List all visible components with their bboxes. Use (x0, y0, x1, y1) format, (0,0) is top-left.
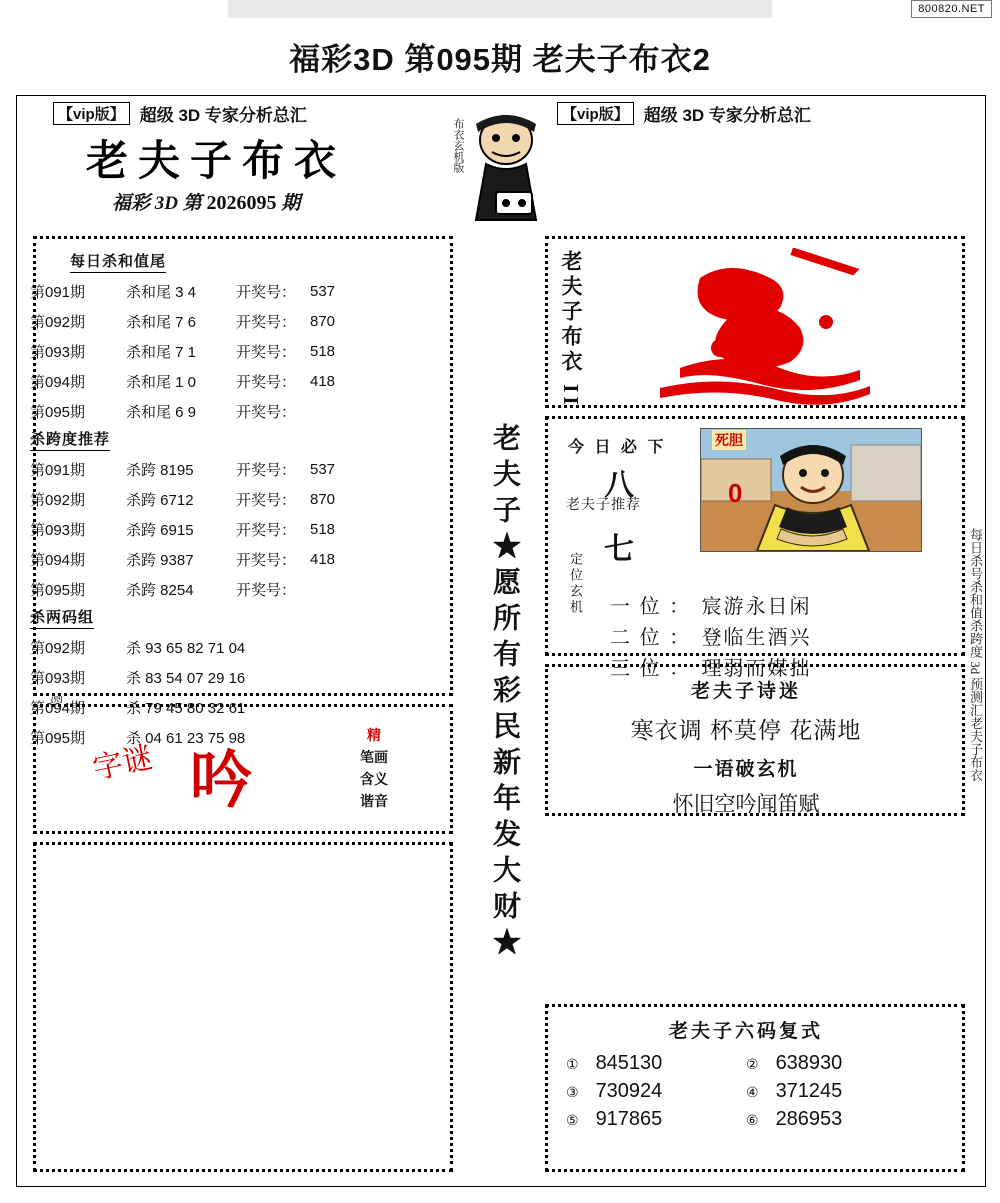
row-kill: 杀跨 6915 (126, 521, 194, 539)
position-text: 理弱而媒拙 (701, 658, 812, 680)
row-kill: 杀跨 6712 (126, 491, 194, 509)
table-row (30, 396, 420, 426)
brand-badge: 800820.NET (911, 0, 992, 18)
six-code-index: ③ (566, 1084, 579, 1100)
table-row (30, 366, 420, 396)
poem-block (548, 676, 944, 818)
section3-title: 杀两码组 (30, 606, 94, 629)
poem-line-3: 怀旧空吟闻笛赋 (672, 793, 820, 816)
position-label: 一 位 ： (610, 596, 692, 618)
row-draw-label: 开奖号： (236, 283, 297, 301)
logo-subtitle (112, 188, 300, 215)
brush-note-line-2: 笔画 (360, 749, 388, 765)
vip-strip-right (557, 98, 811, 128)
left-data-panel (30, 248, 420, 752)
row-kill: 杀 04 61 23 75 98 (126, 729, 246, 747)
table-row (30, 662, 420, 692)
mascot-illustration (452, 110, 548, 230)
right-vertical-title: 老夫子布衣 II (559, 250, 583, 409)
list-item (746, 1108, 926, 1131)
row-draw-label: 开奖号： (236, 551, 297, 569)
row-kill: 杀和尾 1 0 (126, 373, 197, 391)
table-row (30, 514, 420, 544)
row-issue: 第094期 (30, 551, 86, 569)
six-code-value: 638930 (775, 1052, 843, 1074)
section1-title: 每日杀和值尾 (70, 250, 166, 273)
logo-title: 老夫子布衣 (86, 139, 347, 185)
row-issue: 第093期 (30, 521, 86, 539)
six-code-index: ⑥ (746, 1112, 759, 1128)
row-issue: 第092期 (30, 313, 86, 331)
today-number-2: 七 (604, 533, 634, 566)
today-recommend-label: 老夫子推荐 (566, 496, 641, 512)
row-draw-label: 开奖号： (236, 313, 297, 331)
brush-note-line-4: 谐音 (360, 793, 388, 809)
table-row (30, 276, 420, 306)
vip-text-right: 超级 3D 专家分析总汇 (643, 105, 811, 125)
row-kill: 杀和尾 3 4 (126, 283, 197, 301)
six-code-block (548, 1016, 944, 1131)
top-gray-strip (228, 0, 772, 18)
mascot-label: 布衣玄机版 (452, 118, 464, 173)
six-code-value: 730924 (595, 1080, 663, 1102)
row-draw-value: 518 (310, 342, 336, 360)
position-row (610, 623, 812, 654)
row-kill: 杀和尾 7 6 (126, 313, 197, 331)
six-code-index: ② (746, 1056, 759, 1072)
row-kill: 杀跨 8254 (126, 581, 194, 599)
bracket-close-left: 】 (109, 105, 125, 123)
row-issue: 第095期 (30, 581, 86, 599)
row-draw-value: 870 (310, 312, 336, 330)
page-title: 福彩3D 第095期 老夫子布衣2 (289, 42, 711, 77)
row-draw-value: 537 (310, 282, 336, 300)
section1-rows (30, 276, 420, 426)
brush-art-block (30, 710, 448, 830)
row-draw-value: 418 (310, 372, 336, 390)
section2-title: 杀跨度推荐 (30, 428, 110, 451)
side-column-right: 每日杀号杀和值杀跨度 3d 预测汇老夫子布衣 (968, 528, 983, 782)
row-issue: 第094期 (30, 699, 86, 717)
six-code-index: ⑤ (566, 1112, 579, 1128)
row-issue: 第095期 (30, 729, 86, 747)
row-issue: 第094期 (30, 373, 86, 391)
row-draw-value: 518 (310, 520, 336, 538)
center-slogan: 老夫子★愿所有彩民新年发大财★ (489, 423, 520, 963)
row-issue: 第092期 (30, 639, 86, 657)
row-issue: 第093期 (30, 343, 86, 361)
list-item (566, 1108, 746, 1131)
table-row (30, 574, 420, 604)
six-code-index: ① (566, 1056, 579, 1072)
table-row (30, 484, 420, 514)
row-draw-value: 870 (310, 490, 336, 508)
vip-label-right: vip版 (577, 105, 614, 123)
vip-tag-left (53, 102, 130, 125)
list-item (746, 1052, 926, 1075)
bracket-close-right: 】 (613, 105, 629, 123)
six-code-title: 老夫子六码复式 (668, 1021, 823, 1042)
row-draw-value: 537 (310, 460, 336, 478)
vip-strip-left (53, 98, 307, 128)
brush-note (360, 724, 388, 812)
frame-left-blank (33, 842, 453, 1172)
list-item (566, 1080, 746, 1103)
row-issue: 第095期 (30, 403, 86, 421)
position-text: 宸游永日闲 (701, 596, 812, 618)
row-draw-value: 418 (310, 550, 336, 568)
position-label: 二 位 ： (610, 627, 692, 649)
table-row (30, 544, 420, 574)
six-code-grid (548, 1052, 944, 1131)
row-draw-label: 开奖号： (236, 581, 297, 599)
six-code-index: ④ (746, 1084, 759, 1100)
six-code-value: 371245 (775, 1080, 843, 1102)
row-draw-label: 开奖号： (236, 491, 297, 509)
row-kill: 杀和尾 7 1 (126, 343, 197, 361)
bracket-open-left: 【 (58, 105, 74, 123)
vip-label-left: vip版 (73, 105, 110, 123)
table-row (30, 306, 420, 336)
row-issue: 第093期 (30, 669, 86, 687)
dead-number-value: 0 (728, 478, 743, 508)
dingwei-label: 定位玄机 (568, 552, 583, 616)
row-kill: 杀跨 9387 (126, 551, 194, 569)
riddle-stamp: 字谜 (89, 741, 156, 786)
position-text: 登临生酒兴 (701, 627, 812, 649)
six-code-value: 286953 (775, 1108, 843, 1130)
logo-sub-suffix: 期 (281, 193, 301, 214)
six-code-value: 917865 (595, 1108, 663, 1130)
vip-text-left: 超级 3D 专家分析总汇 (139, 105, 307, 125)
row-kill: 杀 83 54 07 29 16 (126, 669, 246, 687)
table-row (30, 454, 420, 484)
section2-rows (30, 454, 420, 604)
row-draw-label: 开奖号： (236, 343, 297, 361)
six-code-value: 845130 (595, 1052, 663, 1074)
row-kill: 杀和尾 6 9 (126, 403, 197, 421)
position-lines (610, 592, 812, 685)
brush-note-line-1: 精 (367, 727, 381, 743)
row-draw-label: 开奖号： (236, 461, 297, 479)
today-must-label: 今 日 必 下 (568, 439, 667, 456)
row-draw-label: 开奖号： (236, 403, 297, 421)
row-issue: 第091期 (30, 461, 86, 479)
position-label: 三 位 ： (610, 658, 692, 680)
position-row (610, 592, 812, 623)
row-kill: 杀跨 8195 (126, 461, 194, 479)
poem-line-2: 一语破玄机 (693, 759, 799, 780)
top-bar (0, 0, 1000, 22)
row-kill: 杀 79 45 80 32 61 (126, 699, 246, 717)
list-item (746, 1080, 926, 1103)
vip-tag-right (557, 102, 634, 125)
row-draw-label: 开奖号： (236, 521, 297, 539)
poem-line-1: 寒衣调 杯莫停 花满地 (630, 717, 862, 743)
list-item (566, 1052, 746, 1075)
papercut-illustration (640, 248, 890, 408)
row-kill: 杀 93 65 82 71 04 (126, 639, 246, 657)
brush-note-line-3: 含义 (360, 771, 388, 787)
dead-number-label: 死胆 (712, 430, 746, 450)
row-issue: 第091期 (30, 283, 86, 301)
logo-sub-prefix: 福彩 3D 第 (112, 193, 202, 214)
brush-big-char: 吟 (190, 747, 253, 815)
row-issue: 第092期 (30, 491, 86, 509)
poem-title: 老夫子诗迷 (690, 681, 801, 702)
logo-issue: 2026095 (206, 192, 277, 214)
table-row (30, 632, 420, 662)
today-number-1: 八 (604, 469, 634, 502)
bracket-open-right: 【 (562, 105, 578, 123)
row-draw-label: 开奖号： (236, 373, 297, 391)
table-row (30, 336, 420, 366)
